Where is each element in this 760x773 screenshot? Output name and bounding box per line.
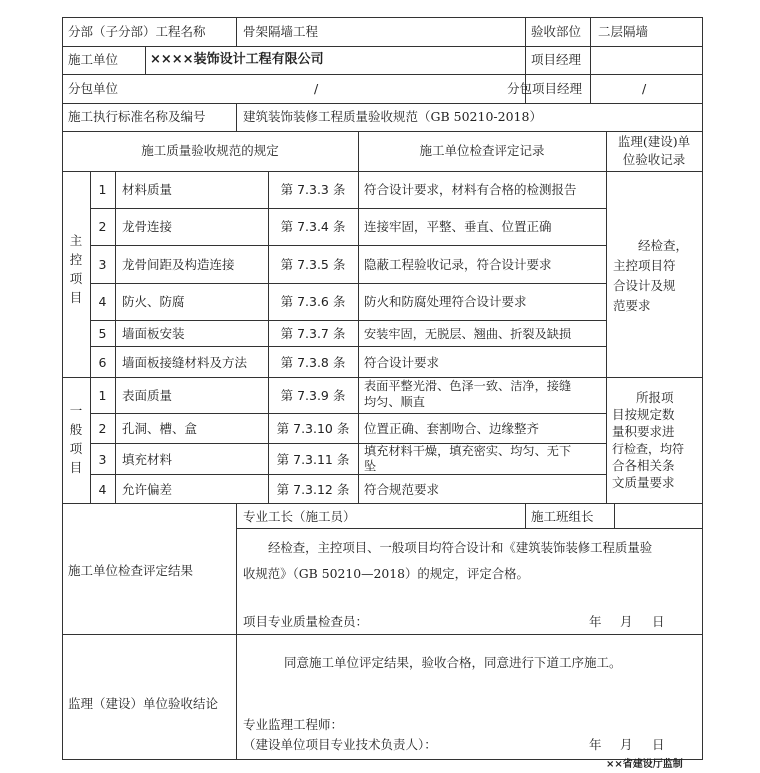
main-supervisor-remark: 合设计及规: [613, 278, 676, 293]
main-supervisor-remark: 主控项目符: [613, 258, 676, 273]
date-month: 月: [620, 737, 633, 752]
contractor-result-text: 经检查，主控项目、一般项目均符合设计和《建筑装饰装修工程质量验: [268, 540, 653, 555]
team-leader-label: 施工班组长: [531, 509, 594, 524]
general-group-char: 目: [69, 460, 83, 475]
main-row-item: 墙面板安装: [122, 326, 185, 341]
general-row-record: 位置正确、套割吻合、边缘整齐: [364, 421, 540, 436]
general-supervisor-remark: 量积要求进: [612, 424, 675, 439]
general-row-item: 表面质量: [122, 388, 173, 403]
supervisor-conclusion-text: 同意施工单位评定结果，验收合格，同意进行下道工序施工。: [284, 655, 622, 670]
general-row-clause: 第 7.3.11 条: [276, 452, 350, 467]
main-row-clause: 第 7.3.6 条: [280, 294, 346, 309]
general-row-item: 填充材料: [122, 452, 173, 467]
subcontractor-value: /: [314, 81, 319, 96]
date-year: 年: [589, 614, 602, 629]
main-row-number: 6: [98, 355, 107, 370]
main-supervisor-remark: 经检查，: [638, 238, 689, 253]
date-year: 年: [589, 737, 602, 752]
general-row-number: 2: [98, 421, 107, 436]
contractor-result-text: 收规范》（GB 50210—2018）的规定，评定合格。: [243, 566, 529, 581]
main-control-group-char: 主: [69, 233, 83, 248]
main-control-group-char: 目: [69, 290, 83, 305]
supervisor-conclusion-label: 监理（建设）单位验收结论: [68, 696, 219, 711]
project-manager-label: 项目经理: [531, 52, 582, 67]
main-row-clause: 第 7.3.8 条: [280, 355, 346, 370]
main-row-record: 符合设计要求: [364, 355, 440, 370]
main-row-record: 防火和防腐处理符合设计要求: [364, 294, 527, 309]
general-row-record: 符合规范要求: [364, 482, 440, 497]
main-row-record: 隐蔽工程验收记录，符合设计要求: [364, 257, 552, 272]
general-row-item: 孔洞、槽、盒: [122, 421, 198, 436]
main-row-item: 龙骨间距及构造连接: [122, 257, 235, 272]
foreman-label: 专业工长（施工员）: [243, 509, 356, 524]
general-group-char: 项: [69, 441, 83, 456]
general-row-record: 表面平整光滑、色泽一致、洁净，接缝: [364, 379, 572, 393]
main-row-item: 防火、防腐: [122, 294, 185, 309]
main-row-number: 1: [98, 182, 107, 197]
main-row-number: 3: [98, 257, 107, 272]
date-day: 日: [652, 614, 665, 629]
general-supervisor-remark: 合各相关条: [612, 458, 675, 473]
general-row-clause: 第 7.3.10 条: [276, 421, 350, 436]
contractor-value: ××××装饰设计工程有限公司: [150, 52, 324, 67]
record-column-header: 施工单位检查评定记录: [419, 143, 545, 158]
general-row-record: 填充材料干燥，填充密实、均匀、无下: [364, 444, 572, 458]
main-row-record: 安装牢固，无脱层、翘曲、折裂及缺损: [364, 327, 572, 341]
general-row-number: 3: [98, 452, 107, 467]
main-row-clause: 第 7.3.5 条: [280, 257, 346, 272]
general-supervisor-remark: 行检查，均符: [612, 442, 685, 456]
general-supervisor-remark: 文质量要求: [612, 475, 675, 490]
general-supervisor-remark: 目按规定数: [612, 407, 675, 422]
sub-manager-value: /: [642, 81, 647, 96]
main-row-item: 龙骨连接: [122, 219, 173, 234]
quality-inspector-label: 项目专业质量检查员：: [243, 614, 369, 629]
issuer-footer: ××省建设厅监制: [606, 759, 683, 770]
acceptance-part-label: 验收部位: [531, 24, 582, 39]
subcontractor-label: 分包单位: [68, 81, 119, 96]
general-group-char: 一: [69, 403, 83, 418]
main-row-number: 2: [98, 219, 107, 234]
supervising-engineer-label: 专业监理工程师：: [243, 717, 344, 732]
contractor-result-label: 施工单位检查评定结果: [68, 563, 194, 578]
acceptance-part-value: 二层隔墙: [598, 24, 649, 39]
main-row-clause: 第 7.3.7 条: [280, 326, 346, 341]
supervisor-column-header-line2: 位验收记录: [622, 152, 686, 167]
date-month: 月: [620, 614, 633, 629]
general-row-clause: 第 7.3.12 条: [276, 482, 350, 497]
main-row-clause: 第 7.3.4 条: [280, 219, 346, 234]
main-row-record: 符合设计要求，材料有合格的检测报告: [364, 182, 577, 197]
main-row-record: 连接牢固，平整、垂直、位置正确: [364, 219, 552, 234]
standard-value: 建筑装饰装修工程质量验收规范（GB 50210-2018）: [243, 109, 542, 124]
general-row-item: 允许偏差: [122, 482, 173, 497]
contractor-label: 施工单位: [68, 52, 119, 67]
general-row-record: 均匀、顺直: [364, 395, 425, 409]
supervisor-column-header-line1: 监理(建设)单: [617, 134, 691, 149]
general-group-char: 般: [69, 422, 83, 437]
general-row-clause: 第 7.3.9 条: [280, 388, 346, 403]
date-day: 日: [652, 737, 665, 752]
spec-column-header: 施工质量验收规范的规定: [141, 143, 279, 158]
owner-technical-lead-label: （建设单位项目专业技术负责人）：: [243, 737, 437, 752]
project-name-value: 骨架隔墙工程: [243, 24, 319, 39]
main-supervisor-remark: 范要求: [613, 298, 651, 313]
main-row-number: 4: [98, 294, 107, 309]
main-row-clause: 第 7.3.3 条: [280, 182, 346, 197]
project-name-label: 分部（子分部）工程名称: [68, 24, 206, 39]
general-row-number: 4: [98, 482, 107, 497]
main-control-group-char: 控: [69, 252, 83, 267]
standard-label: 施工执行标准名称及编号: [68, 109, 206, 124]
general-row-number: 1: [98, 388, 107, 403]
general-supervisor-remark: 所报项: [636, 390, 674, 405]
general-row-record: 坠: [364, 459, 377, 473]
main-row-number: 5: [98, 326, 107, 341]
main-control-group-char: 项: [69, 271, 83, 286]
sub-manager-label: 分包项目经理: [507, 81, 583, 96]
main-row-item: 材料质量: [122, 182, 173, 197]
main-row-item: 墙面板接缝材料及方法: [122, 355, 248, 370]
